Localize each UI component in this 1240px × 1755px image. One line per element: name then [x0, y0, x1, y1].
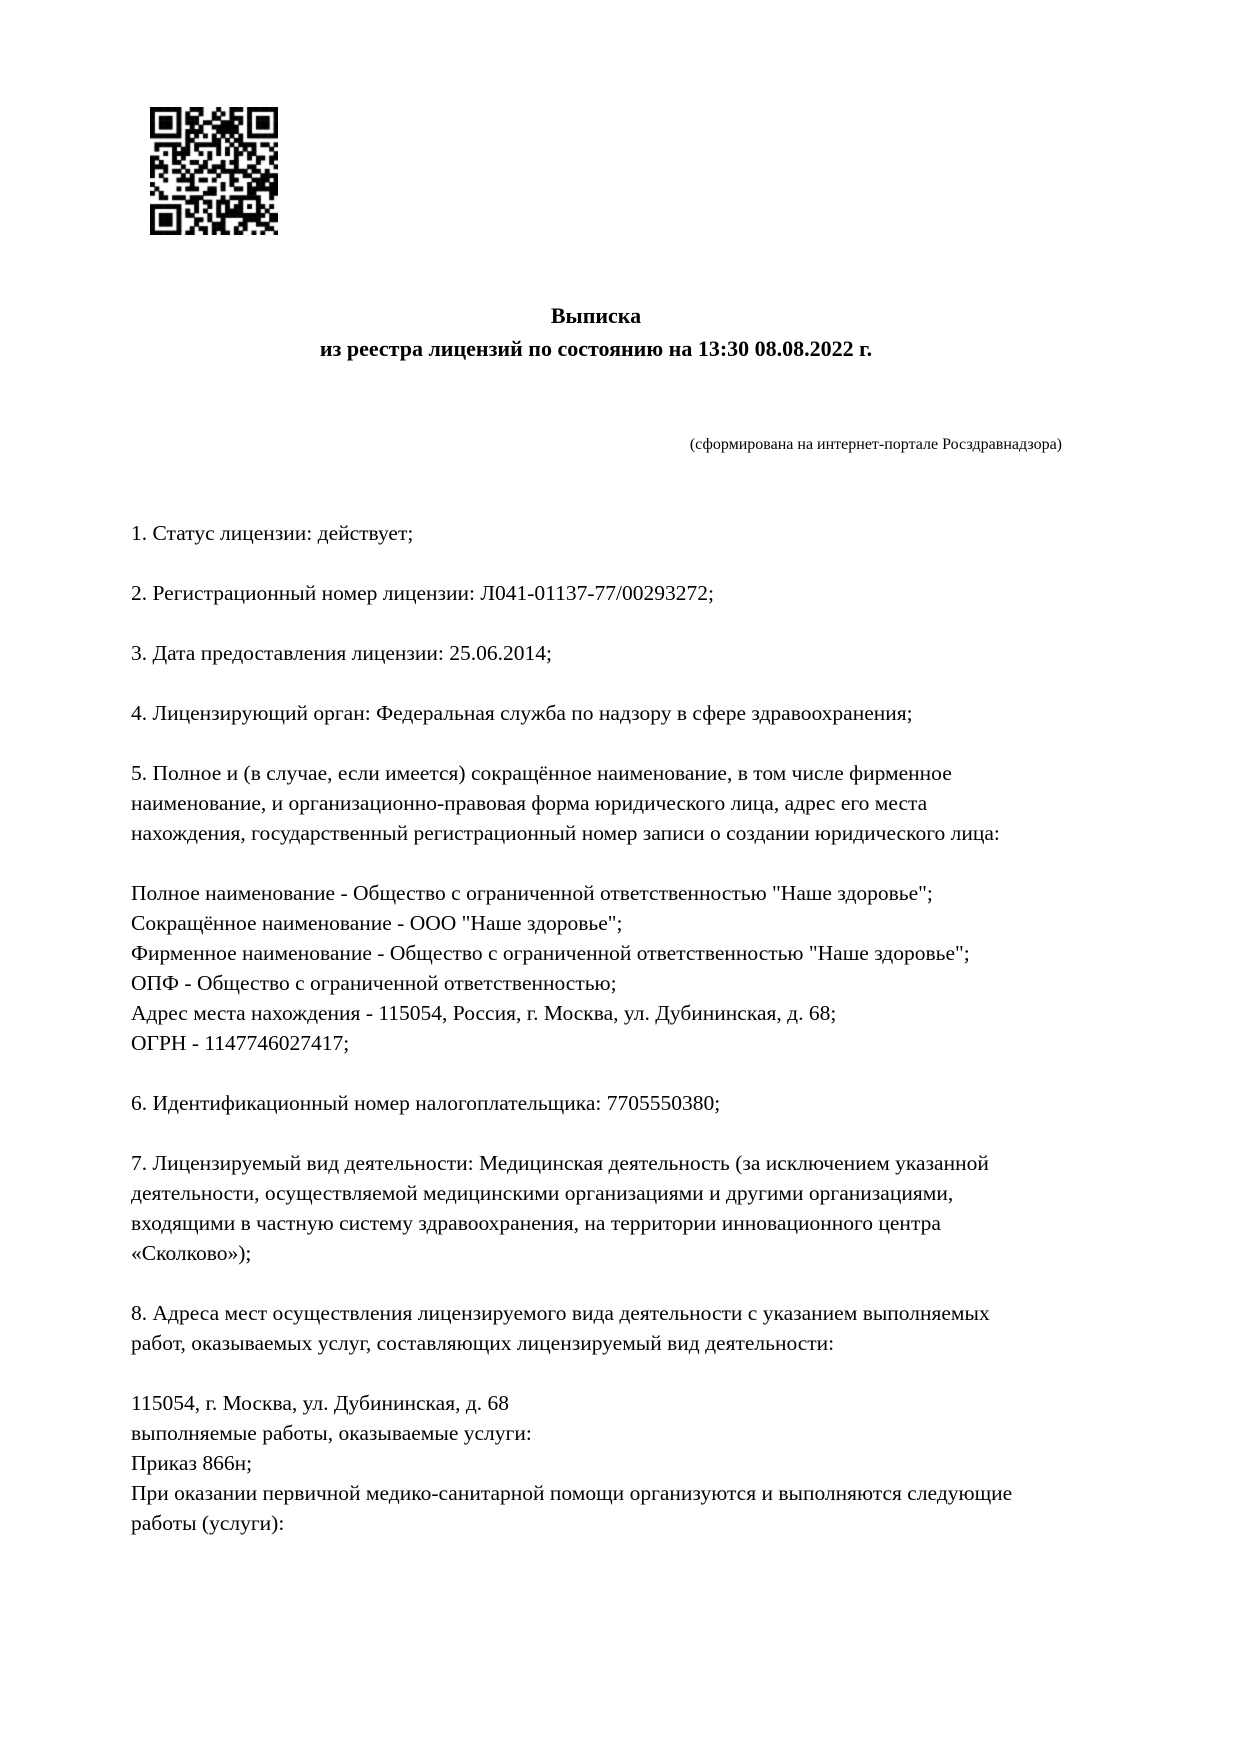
paragraph-line: 7. Лицензируемый вид деятельности: Медицинская деятельность (за исключением указанной [131, 1151, 989, 1175]
paragraph [131, 638, 1012, 668]
paragraph [131, 1088, 1012, 1118]
paragraph-line: работы (услуги): [131, 1511, 285, 1535]
paragraph-line: 3. Дата предоставления лицензии: 25.06.2014; [131, 641, 552, 665]
paragraph-line: ОГРН - 1147746027417; [131, 1031, 350, 1055]
paragraph [131, 518, 1012, 548]
paragraph-line: 1. Статус лицензии: действует; [131, 521, 414, 545]
paragraph-line: работ, оказываемых услуг, составляющих лицензируемый вид деятельности: [131, 1331, 835, 1355]
qr-code-icon [150, 107, 278, 235]
paragraph [131, 578, 1012, 608]
paragraph-line: Фирменное наименование - Общество с ограниченной ответственностью "Наше здоровье"; [131, 941, 970, 965]
paragraph-line: 115054, г. Москва, ул. Дубининская, д. 68 [131, 1391, 510, 1415]
paragraph-line: 6. Идентификационный номер налогоплательщика: 7705550380; [131, 1091, 721, 1115]
paragraph-line: нахождения, государственный регистрационный номер записи о создании юридического лица: [131, 821, 1000, 845]
paragraph-line: Приказ 866н; [131, 1451, 253, 1475]
page-title-line-2: из реестра лицензий по состоянию на 13:30 08.08.2022 г. [319, 336, 873, 361]
paragraph-line: «Сколково»); [131, 1241, 252, 1265]
paragraph-line: выполняемые работы, оказываемые услуги: [131, 1421, 532, 1445]
page-title [130, 299, 1062, 365]
paragraph-line: 2. Регистрационный номер лицензии: Л041-01137-77/00293272; [131, 581, 714, 605]
paragraph [131, 1148, 1012, 1268]
paragraph-line: Полное наименование - Общество с ограниченной ответственностью "Наше здоровье"; [131, 881, 933, 905]
paragraph-line: входящими в частную систему здравоохранения, на территории инновационного центра [131, 1211, 941, 1235]
paragraph [131, 758, 1012, 848]
paragraph-line: При оказании первичной медико-санитарной помощи организуются и выполняются следующие [131, 1481, 1013, 1505]
document-body [131, 518, 1012, 1538]
paragraph [131, 698, 1012, 728]
paragraph [131, 878, 1012, 1058]
paragraph-line: ОПФ - Общество с ограниченной ответственностью; [131, 971, 617, 995]
paragraph-line: Адрес места нахождения - 115054, Россия, г. Москва, ул. Дубининская, д. 68; [131, 1001, 837, 1025]
paragraph [131, 1298, 1012, 1358]
paragraph-line: 4. Лицензирующий орган: Федеральная служба по надзору в сфере здравоохранения; [131, 701, 913, 725]
paragraph-line: 5. Полное и (в случае, если имеется) сокращённое наименование, в том числе фирменное [131, 761, 952, 785]
paragraph-line: наименование, и организационно-правовая форма юридического лица, адрес его места [131, 791, 928, 815]
paragraph [131, 1388, 1012, 1538]
paragraph-line: 8. Адреса мест осуществления лицензируемого вида деятельности с указанием выполняемых [131, 1301, 990, 1325]
paragraph-line: Сокращённое наименование - ООО "Наше здоровье"; [131, 911, 623, 935]
page-title-line-1: Выписка [550, 303, 642, 328]
paragraph-line: деятельности, осуществляемой медицинскими организациями и другими организациями, [131, 1181, 954, 1205]
page-subtitle: (сформирована на интернет-портале Росздравнадзора) [689, 436, 1062, 453]
